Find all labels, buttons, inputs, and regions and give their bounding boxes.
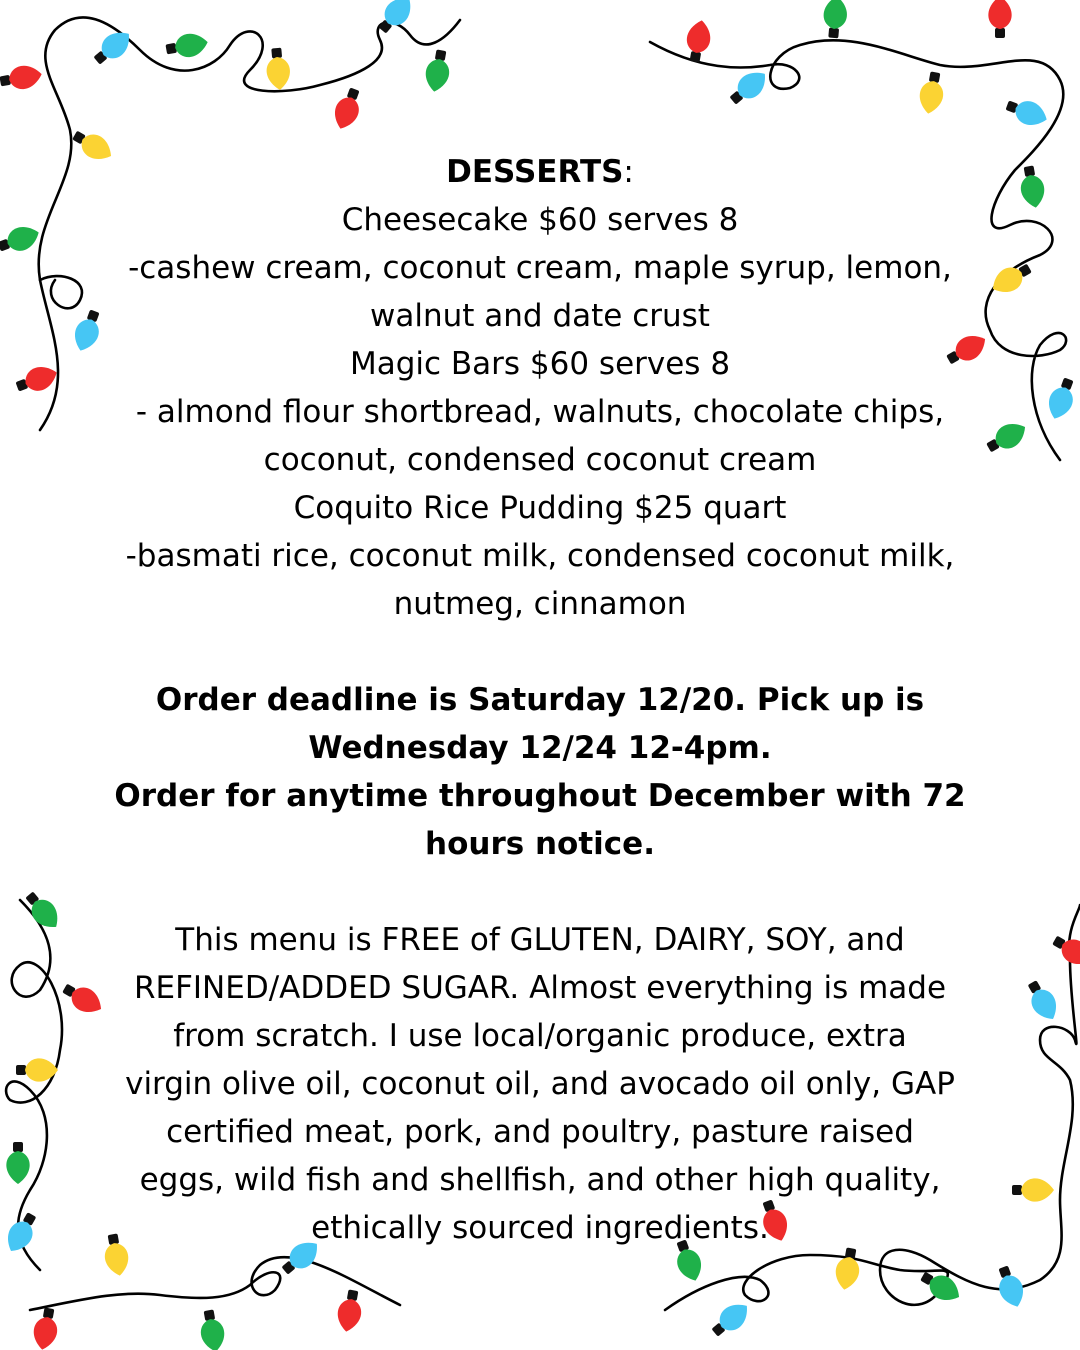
menu-item-ingredients: walnut and date crust xyxy=(370,298,710,334)
light-bulb-icon xyxy=(1012,1178,1054,1201)
light-bulb-icon xyxy=(1,1209,42,1257)
light-bulb-icon xyxy=(89,25,136,70)
order-anytime-text: Order for anytime throughout December with 72 xyxy=(114,778,966,814)
light-bulb-icon xyxy=(265,47,292,91)
spacer xyxy=(90,868,990,916)
light-bulb-icon xyxy=(335,1288,365,1333)
light-bulb-icon xyxy=(988,0,1011,38)
light-bulb-icon xyxy=(197,1308,227,1350)
light-bulb-icon xyxy=(917,70,947,115)
light-bulb-icon xyxy=(707,1297,754,1342)
light-bulb-icon xyxy=(0,222,43,258)
light-bulb-icon xyxy=(423,48,453,93)
menu-item-ingredients: coconut, condensed coconut cream xyxy=(263,442,817,478)
disclaimer-line: REFINED/ADDED SUGAR. Almost everything is made xyxy=(133,970,947,1006)
menu-item-ingredients: -basmati rice, coconut milk, condensed coconut milk, xyxy=(125,538,955,574)
light-bulb-icon xyxy=(683,18,713,63)
order-deadline-text: Order deadline is Saturday 12/20. Pick up is xyxy=(155,682,925,718)
light-bulb-icon xyxy=(725,65,772,110)
light-bulb-icon xyxy=(1049,930,1080,971)
light-bulb-icon xyxy=(987,258,1035,299)
spacer xyxy=(90,628,990,676)
light-bulb-icon xyxy=(1022,977,1063,1025)
pickup-text: Wednesday 12/24 12-4pm. xyxy=(308,730,772,766)
light-bulb-icon xyxy=(6,1142,29,1184)
menu-item-name: Magic Bars $60 serves 8 xyxy=(349,346,731,382)
disclaimer-line: virgin olive oil, coconut oil, and avocado oil only, GAP xyxy=(125,1066,955,1102)
disclaimer-line: eggs, wild fish and shellfish, and other high quality, xyxy=(139,1162,941,1198)
desserts-heading xyxy=(90,148,990,196)
light-bulb-icon xyxy=(833,1246,863,1291)
menu-item-name: Coquito Rice Pudding $25 quart xyxy=(293,490,787,526)
order-notice-text: hours notice. xyxy=(425,826,655,862)
light-bulb-icon xyxy=(0,63,44,93)
light-bulb-icon xyxy=(1044,375,1080,422)
light-bulb-icon xyxy=(822,0,849,39)
heading-label: DESSERTS xyxy=(446,154,624,190)
light-bulb-icon xyxy=(1017,164,1047,209)
light-bulb-icon xyxy=(1003,94,1050,130)
disclaimer-line: This menu is FREE of GLUTEN, DAIRY, SOY, and xyxy=(175,922,905,958)
menu-item-ingredients: nutmeg, cinnamon xyxy=(393,586,687,622)
menu-item-ingredients: - almond flour shortbread, walnuts, chocolate chips, xyxy=(135,394,945,430)
disclaimer-line: from scratch. I use local/organic produce, extra xyxy=(173,1018,907,1054)
light-bulb-icon xyxy=(13,362,60,398)
disclaimer-line: certified meat, pork, and poultry, pasture raised xyxy=(166,1114,914,1150)
light-bulb-icon xyxy=(164,31,209,61)
menu-content xyxy=(90,148,990,1252)
light-bulb-icon xyxy=(983,417,1031,458)
heading-colon: : xyxy=(623,154,634,190)
menu-item-name: Cheesecake $60 serves 8 xyxy=(341,202,739,238)
menu-item-ingredients: -cashew cream, coconut cream, maple syrup, lemon, xyxy=(128,250,952,286)
light-bulb-icon xyxy=(330,85,366,132)
disclaimer-line: ethically sourced ingredients. xyxy=(311,1210,769,1246)
light-bulb-icon xyxy=(373,0,418,38)
light-bulb-icon xyxy=(31,1306,61,1350)
